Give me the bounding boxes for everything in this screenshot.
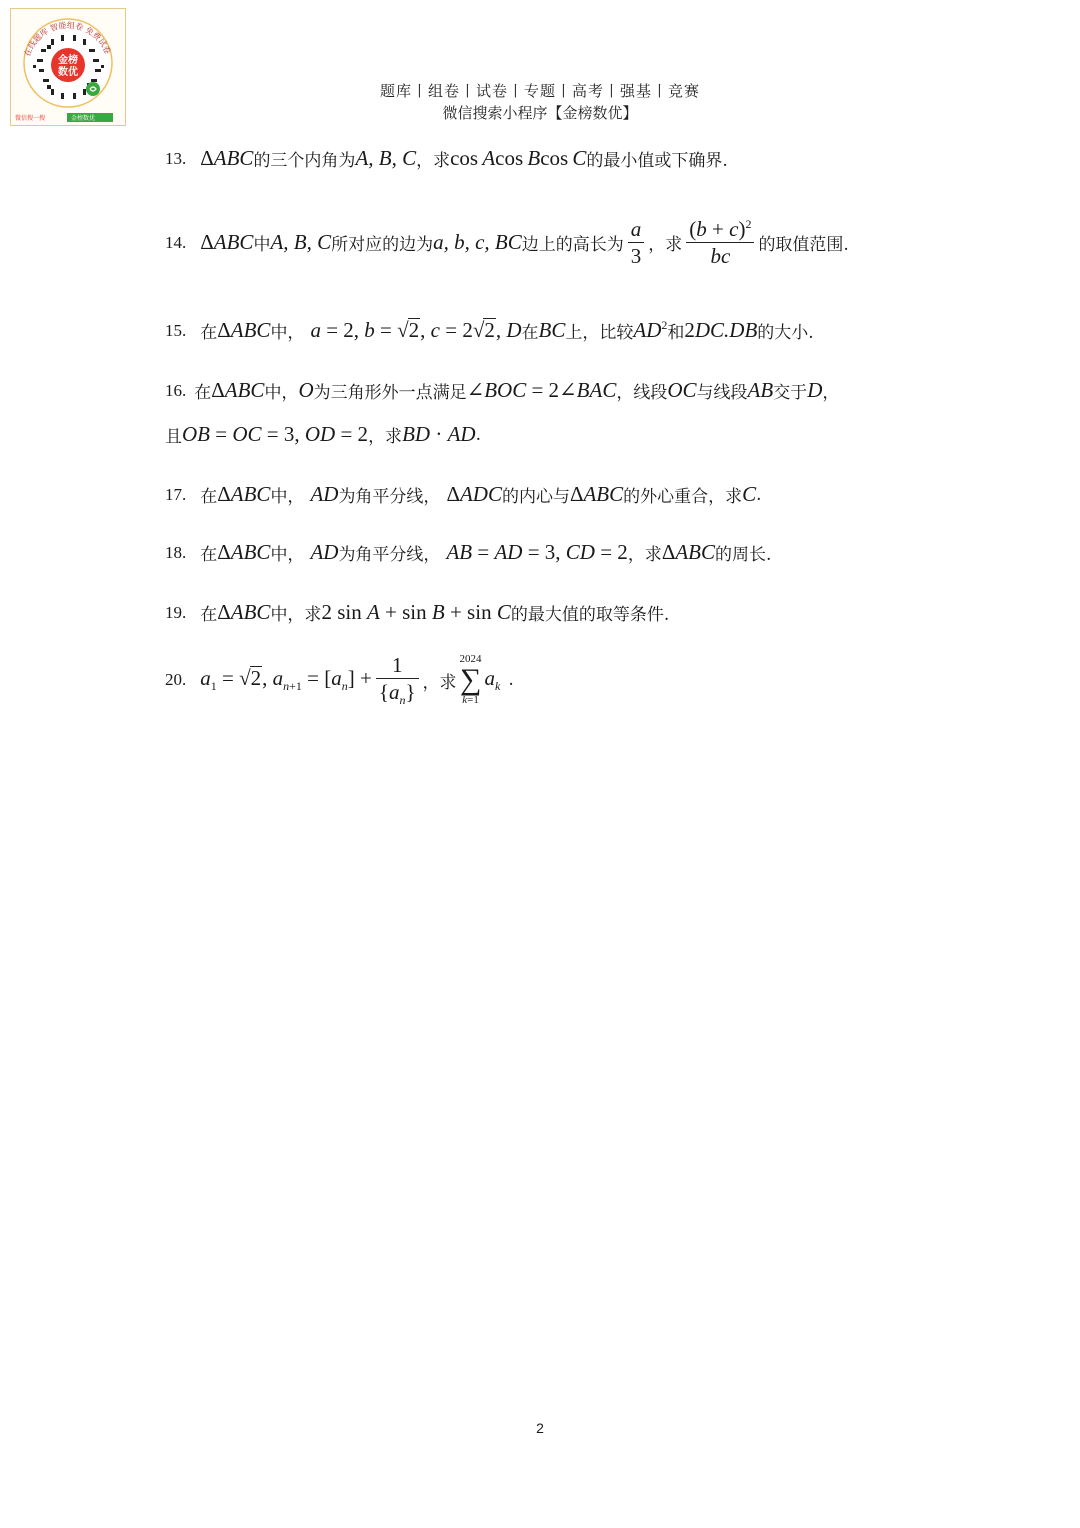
math: a, b, c, BC — [433, 230, 522, 255]
math: AB = AD = 3, CD = 2 — [446, 540, 628, 564]
math: OB = OC = 3, OD = 2 — [182, 422, 369, 446]
question-text: ，求 — [627, 545, 662, 565]
question-text: 与线段 — [696, 383, 748, 403]
question-text: ，求 — [422, 672, 457, 693]
question-18 — [165, 540, 771, 565]
math: ΔABC — [217, 540, 271, 564]
math: ΔABC — [569, 482, 624, 506]
question-text: . — [475, 424, 481, 445]
question-text: 的取值范围. — [758, 235, 849, 256]
question-text: 在 — [200, 605, 218, 625]
question-text: 的大小. — [757, 323, 814, 343]
question-14 — [165, 218, 849, 267]
math: a = 2, b = √2, c = 2√2, D — [310, 318, 522, 342]
question-19 — [165, 600, 669, 625]
question-text: 在 — [521, 323, 539, 343]
math: A, B, C — [270, 230, 332, 255]
question-text: 交于 — [773, 383, 808, 403]
question-text: ，线段 — [616, 383, 668, 403]
logo-center-text-1: 金榜 — [58, 55, 78, 66]
math: cos Acos Bcos C — [450, 146, 587, 170]
math: D — [807, 378, 823, 402]
question-number: 13. — [165, 148, 187, 168]
question-text: 中，求 — [270, 605, 322, 625]
math: BC — [538, 318, 566, 342]
math: $a_k$ — [484, 666, 501, 694]
question-text: 中， — [270, 323, 305, 343]
question-13 — [165, 146, 728, 171]
question-text: 的周长. — [715, 545, 772, 565]
question-number: 15. — [165, 320, 187, 340]
question-text: 且 — [165, 427, 182, 447]
question-text: 所对应的边为 — [331, 235, 434, 256]
question-text: 中， — [264, 383, 299, 403]
question-text: 的三个内角为 — [253, 151, 356, 171]
math: ΔABC — [217, 318, 271, 342]
fraction-expression: $\frac{(b + c)^2}{bc}$ — [686, 218, 754, 267]
math: ΔABC — [211, 378, 265, 402]
question-text: 为角平分线， — [338, 487, 441, 507]
question-text: 中， — [270, 545, 305, 565]
question-text: 中 — [253, 235, 271, 256]
math: AD — [310, 482, 339, 506]
question-text: 在 — [200, 545, 218, 565]
logo-arc-text: 在线题库 智能组卷 免费试卷 — [22, 20, 113, 58]
question-16-line-2 — [165, 422, 481, 447]
math: $a_1 = √2$, $a_{n+1} = [a_n]$ + — [200, 666, 372, 694]
question-text: ， — [822, 383, 840, 403]
summation: 2024 ∑ k=1 — [459, 653, 482, 707]
question-number: 14. — [165, 232, 187, 252]
question-text: 的最小值或下确界. — [586, 151, 728, 171]
math: ΔADC — [446, 482, 502, 506]
question-text: 为角平分线， — [338, 545, 441, 565]
question-text: ，求 — [648, 235, 683, 256]
question-16 — [165, 378, 839, 403]
question-20 — [165, 654, 514, 707]
question-number: 17. — [165, 484, 187, 504]
math: O — [298, 378, 314, 402]
logo-footer-right: 金榜数优 — [71, 115, 96, 122]
question-number: 19. — [165, 602, 187, 622]
question-text: . — [508, 670, 514, 691]
math: AB — [747, 378, 774, 402]
question-number: 16. — [165, 380, 187, 400]
question-text: 中， — [270, 487, 305, 507]
math: BD · AD — [402, 422, 476, 446]
question-text: 在 — [200, 487, 218, 507]
math: OC — [667, 378, 697, 402]
fraction-a-over-3: $\frac{a}{3}$ — [628, 218, 645, 267]
question-number: 20. — [165, 670, 187, 690]
math: 2 sin A + sin B + sin C — [321, 600, 511, 624]
question-15 — [165, 318, 814, 343]
question-text: 的外心重合，求 — [623, 487, 743, 507]
logo-footer-left: 微信搜一搜 — [15, 115, 46, 122]
question-text: 的内心与 — [501, 487, 570, 507]
question-text: ，求 — [416, 151, 451, 171]
math: ΔABC — [217, 482, 271, 506]
question-text: 在 — [200, 323, 218, 343]
math: ΔABC — [217, 600, 271, 624]
question-text: 为三角形外一点满足 — [313, 383, 467, 403]
question-17 — [165, 482, 762, 507]
math: ∠BOC = 2∠BAC — [466, 378, 617, 402]
math: C — [742, 482, 757, 506]
math: 2DC.DB — [684, 318, 758, 342]
math: AD — [310, 540, 339, 564]
question-text: 上，比较 — [565, 323, 634, 343]
question-text: 的最大值的取等条件. — [510, 605, 670, 625]
page-number: 2 — [536, 1420, 544, 1436]
math: $AD^2$ — [633, 318, 668, 342]
logo-center-text-2: 数优 — [58, 67, 78, 78]
question-text: . — [756, 484, 762, 505]
math: ΔABC — [661, 540, 715, 564]
question-number: 18. — [165, 542, 187, 562]
fraction-recurrence: $\frac{1}{\{a_n\}}$ — [376, 654, 419, 707]
question-text: 边上的高长为 — [521, 235, 624, 256]
header-subtitle: 微信搜索小程序【金榜数优】 — [442, 104, 638, 122]
math: ΔABC — [200, 146, 254, 170]
math: A, B, C — [355, 146, 417, 170]
header-links: 题库丨组卷丨试卷丨专题丨高考丨强基丨竞赛 — [379, 82, 700, 100]
math: ΔABC — [200, 230, 254, 255]
question-text: ，求 — [368, 427, 403, 447]
question-text: 在 — [194, 383, 212, 403]
question-text: 和 — [667, 323, 685, 343]
